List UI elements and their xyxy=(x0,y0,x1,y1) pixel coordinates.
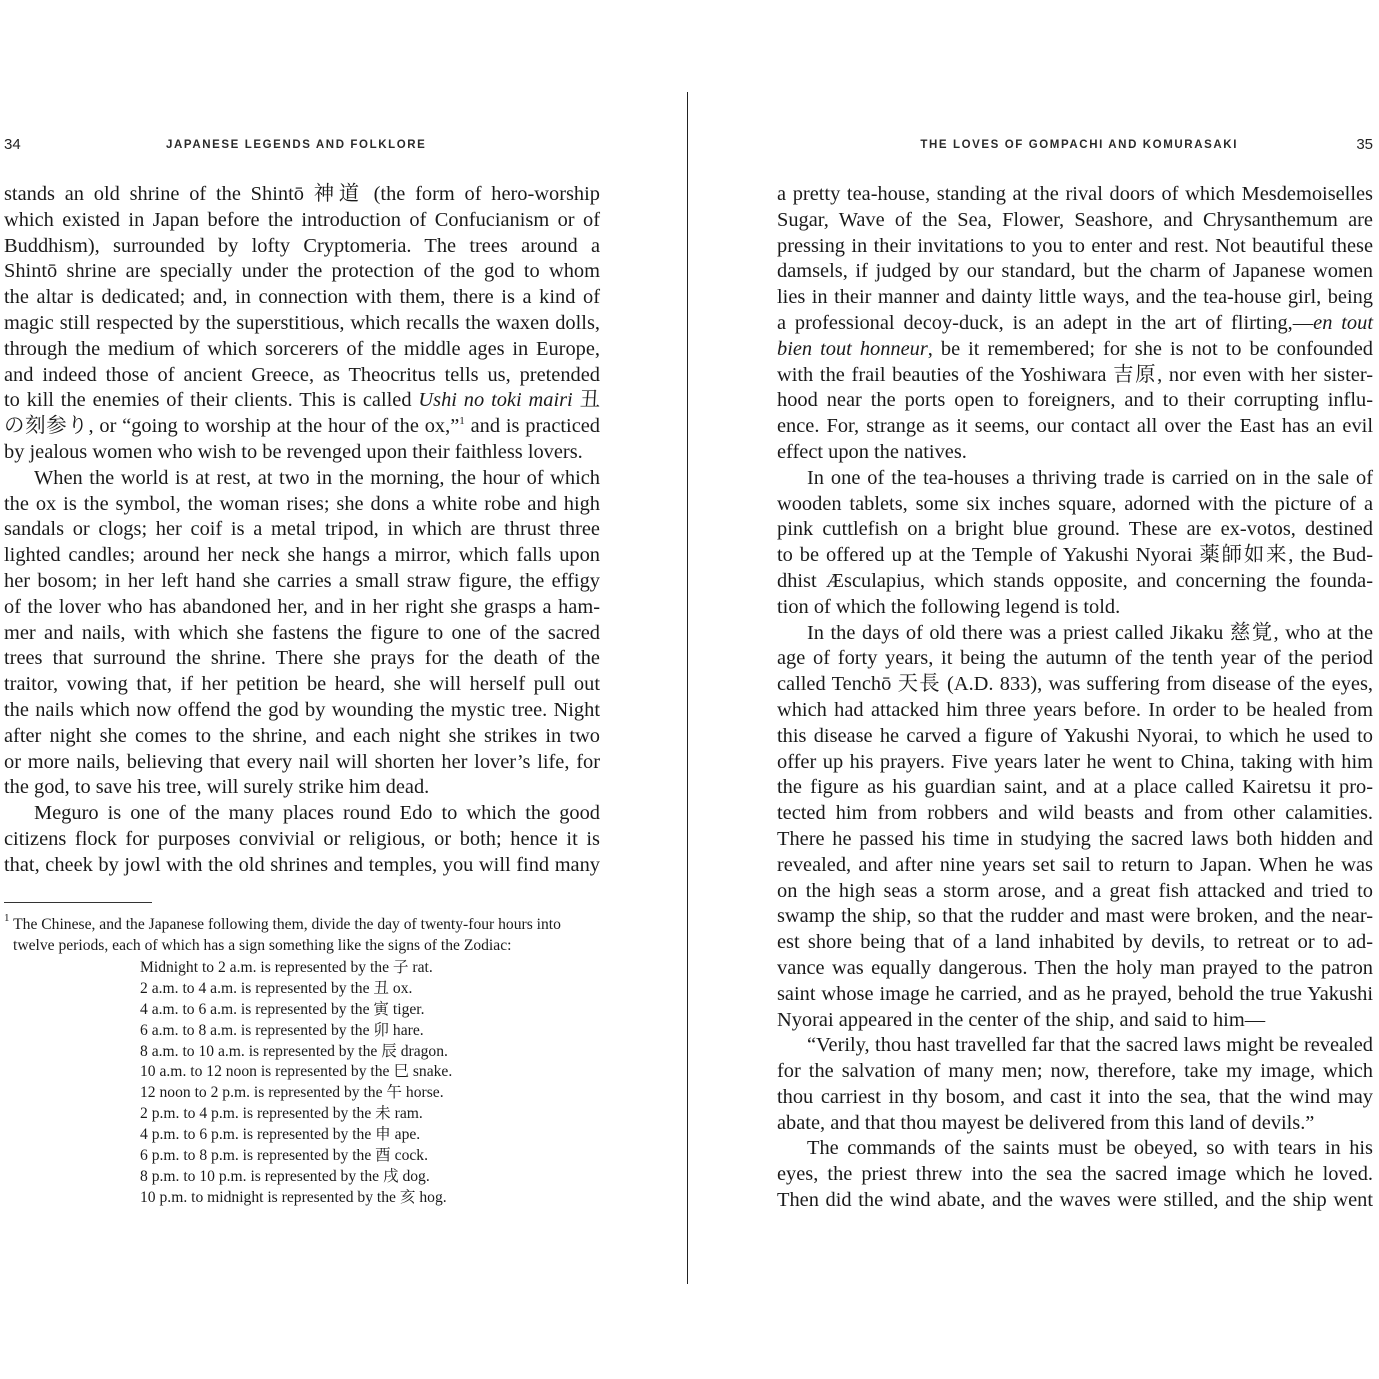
text-line: trees that surround the shrine. There she prays for the death of the xyxy=(4,647,600,670)
text-line: saint whose image he carried, and as he prayed, behold the true Yakushi xyxy=(777,982,1373,1005)
text-line: tion of which the following legend is told. xyxy=(777,595,1121,618)
text-line: lies in their manner and dainty little ways, and the tea-house girl, being xyxy=(777,286,1373,309)
text-line: her bosom; in her left hand she carries a small straw figure, the effigy xyxy=(4,569,600,592)
text-line: by jealous women who wish to be revenged upon their faithless lovers. xyxy=(4,440,583,463)
text-line: revealed, and after nine years set sail to return to Japan. When he was xyxy=(777,853,1373,876)
text-line: after night she comes to the shrine, and each night she strikes in two xyxy=(4,724,600,747)
running-title: THE LOVES OF GOMPACHI AND KOMURASAKI xyxy=(920,139,1238,151)
text-line: to kill the enemies of their clients. This is called Ushi no toki mairi 丑 xyxy=(4,389,600,412)
text-line: Shintō shrine are specially under the protection of the god to whom xyxy=(4,260,600,283)
text-line: the ox is the symbol, the woman rises; she dons a white robe and high xyxy=(4,492,600,515)
list-item: 8 p.m. to 10 p.m. is represented by the 戌 dog. xyxy=(140,1167,430,1185)
footnote-mark: 1 xyxy=(4,912,10,924)
text-line: age of forty years, it being the autumn of the tenth year of the period xyxy=(777,647,1373,670)
page-number: 34 xyxy=(4,136,21,153)
text-line: Then did the wind abate, and the waves were stilled, and the ship went xyxy=(777,1189,1373,1212)
text-line: the nails which now offend the god by wounding the mystic tree. Night xyxy=(4,698,600,721)
text-line: offer up his prayers. Five years later he went to China, taking with him xyxy=(777,750,1373,773)
text-line: mer and nails, with which she fastens the figure to one of the sacred xyxy=(4,621,600,644)
list-item: 2 p.m. to 4 p.m. is represented by the 未 ram. xyxy=(140,1105,423,1123)
text-line: の刻参り, or “going to worship at the hour of the ox,”$^1$ and is practiced xyxy=(4,415,600,438)
text-line: effect upon the natives. xyxy=(777,440,967,463)
text-line: est shore being that of a land inhabited by devils, to retreat or to ad- xyxy=(777,931,1373,954)
text-line: abate, and that thou mayest be delivered from this land of devils.” xyxy=(777,1111,1315,1134)
page-number: 35 xyxy=(1356,136,1373,153)
text-line: called Tenchō 天長 (A.D. 833), was suffering from disease of the eyes, xyxy=(777,673,1373,696)
footnote-reference[interactable]: 1 xyxy=(459,415,465,428)
text-line: the figure as his guardian saint, and at a place called Kairetsu it pro- xyxy=(777,776,1373,799)
text-line: sandals or clogs; her coif is a metal tripod, in which are thrust three xyxy=(4,518,600,541)
list-item: 12 noon to 2 p.m. is represented by the 午 horse. xyxy=(140,1084,444,1102)
list-item: 4 a.m. to 6 a.m. is represented by the 寅 tiger. xyxy=(140,1000,425,1018)
text-line: that, cheek by jowl with the old shrines and temples, you will find many xyxy=(4,853,600,876)
running-title: JAPANESE LEGENDS AND FOLKLORE xyxy=(166,139,427,151)
text-line: which had attacked him three years before. In order to be healed from xyxy=(777,698,1373,721)
zodiac-hours-list xyxy=(140,958,560,1209)
text-line: lighted candles; around her neck she hangs a mirror, which falls upon xyxy=(4,544,600,567)
text-line: bien tout honneur, be it remembered; for she is not to be confounded xyxy=(777,337,1373,360)
text-line: through the medium of which sorcerers of the middle ages in Europe, xyxy=(4,337,600,360)
text-line: The commands of the saints must be obeyed, so with tears in his xyxy=(807,1137,1373,1160)
list-item: 10 p.m. to midnight is represented by the 亥 hog. xyxy=(140,1188,447,1206)
text-line: Nyorai appeared in the center of the ship, and said to him— xyxy=(777,1008,1266,1031)
text-line: magic still respected by the superstitious, which recalls the waxen dolls, xyxy=(4,311,600,334)
left-running-head xyxy=(4,136,600,156)
text-line: a professional decoy-duck, is an adept in the art of flirting,—en tout xyxy=(777,311,1373,334)
text-line: ence. For, strange as it seems, our contact all over the East has an evil xyxy=(777,415,1373,438)
list-item: Midnight to 2 a.m. is represented by the 子 rat. xyxy=(140,959,433,976)
text-line: on the high seas a storm arose, and a great fish attacked and tried to xyxy=(777,879,1373,902)
text-line: wooden tablets, some six inches square, adorned with the picture of a xyxy=(777,492,1373,515)
text-line: hood near the ports open to foreigners, and to their corrupting influ- xyxy=(777,389,1373,412)
text-line: the god, to save his tree, will surely strike him dead. xyxy=(4,776,430,799)
italic-term: en tout xyxy=(1313,311,1373,334)
text-line: There he passed his time in studying the sacred laws both hidden and xyxy=(777,827,1373,850)
text-line: traitor, vowing that, if her petition be heard, she will herself pull out xyxy=(4,673,600,696)
footnote-line: twelve periods, each of which has a sign something like the signs of the Zodiac: xyxy=(13,937,512,954)
text-line: swamp the ship, so that the rudder and mast were broken, and the near- xyxy=(777,905,1373,928)
italic-term: Ushi no toki mairi xyxy=(418,389,573,412)
text-line: a pretty tea-house, standing at the rival doors of which Mesdemoiselles xyxy=(777,183,1373,205)
list-item: 6 p.m. to 8 p.m. is represented by the 酉 cock. xyxy=(140,1147,428,1165)
text-line: eyes, the priest threw into the sea the sacred image which he loved. xyxy=(777,1163,1373,1186)
text-line: Buddhism), surrounded by lofty Cryptomeria. The trees around a xyxy=(4,234,600,257)
footnote-line: $^1$ The Chinese, and the Japanese following them, divide the day of twenty-four hours into xyxy=(4,912,561,933)
text-line: In one of the tea-houses a thriving trade is carried on in the sale of xyxy=(807,466,1373,489)
right-running-head xyxy=(777,136,1373,156)
text-line: thou carriest in thy bosom, and cast it into the sea, that the wind may xyxy=(777,1085,1373,1108)
text-line: citizens flock for purposes convivial or religious, or both; hence it is xyxy=(4,827,600,850)
list-item: 2 a.m. to 4 a.m. is represented by the 丑 ox. xyxy=(140,979,413,997)
text-line: vance was equally dangerous. Then the holy man prayed to the patron xyxy=(777,956,1373,979)
footnote xyxy=(4,914,600,956)
text-line: for the salvation of many men; now, therefore, take my image, which xyxy=(777,1060,1373,1083)
list-item: 4 p.m. to 6 p.m. is represented by the 申 ape. xyxy=(140,1126,421,1144)
page-gutter-divider xyxy=(687,92,688,1284)
text-line: When the world is at rest, at two in the morning, the hour of which xyxy=(34,466,600,489)
text-line: pink cuttlefish on a bright blue ground. These are ex-votos, destined xyxy=(777,518,1373,541)
text-line: to be offered up at the Temple of Yakushi Nyorai 薬師如来, the Bud- xyxy=(777,544,1373,567)
text-line: and indeed those of ancient Greece, as Theocritus tells us, pretended xyxy=(4,363,600,386)
footnote-rule xyxy=(4,902,152,903)
text-line: pressing in their invitations to you to enter and rest. Not beautiful these xyxy=(777,234,1373,257)
text-line: In the days of old there was a priest called Jikaku 慈覚, who at the xyxy=(807,621,1373,644)
text-line: the altar is dedicated; and, in connection with them, there is a kind of xyxy=(4,286,600,309)
text-line: which existed in Japan before the introduction of Confucianism or of xyxy=(4,208,600,231)
text-line: or more nails, believing that every nail will shorten her lover’s life, for xyxy=(4,750,600,773)
text-line: dhist Æsculapius, which stands opposite, and concerning the founda- xyxy=(777,569,1373,592)
text-line: with the frail beauties of the Yoshiwara 吉原, nor even with her sister- xyxy=(777,363,1373,386)
text-line: Meguro is one of the many places round Edo to which the good xyxy=(34,802,600,825)
text-line: this disease he carved a figure of Yakushi Nyorai, to which he used to xyxy=(777,724,1373,747)
text-line: damsels, if judged by our standard, but the charm of Japanese women xyxy=(777,260,1373,283)
left-body-text xyxy=(4,182,600,879)
text-line: of the lover who has abandoned her, and in her right she grasps a ham- xyxy=(4,595,600,618)
text-line: “Verily, thou hast travelled far that the sacred laws might be revealed xyxy=(807,1034,1373,1057)
text-line: tected him from robbers and wild beasts and from other calamities. xyxy=(777,802,1373,825)
list-item: 10 a.m. to 12 noon is represented by the 巳 snake. xyxy=(140,1063,453,1081)
list-item: 6 a.m. to 8 a.m. is represented by the 卯 hare. xyxy=(140,1021,424,1039)
text-line: Sugar, Wave of the Sea, Flower, Seashore, and Chrysanthemum are xyxy=(777,208,1373,231)
list-item: 8 a.m. to 10 a.m. is represented by the 辰 dragon. xyxy=(140,1042,448,1060)
right-body-text xyxy=(777,182,1373,1214)
text-line: stands an old shrine of the Shintō 神道 (the form of hero-worship xyxy=(4,183,600,205)
italic-term: bien tout honneur xyxy=(777,337,928,360)
